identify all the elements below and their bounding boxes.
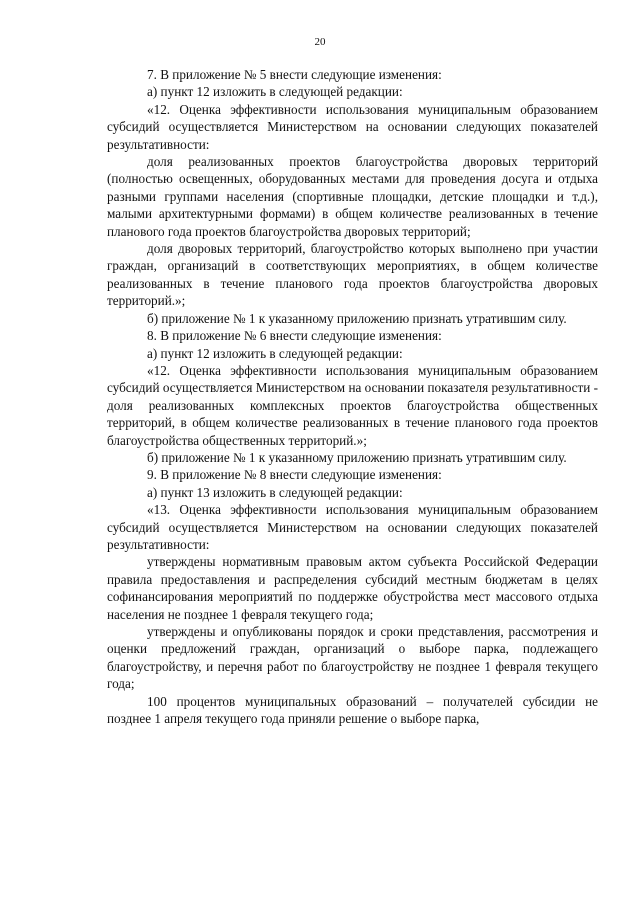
paragraph: доля дворовых территорий, благоустройство которых выполнено при участии граждан, организаций в соответствующих мероприятиях, в общем количестве реализованных в течение планового года проектов благоустройства дворовых территорий.»; — [107, 241, 598, 309]
paragraph: «12. Оценка эффективности использования муниципальным образованием субсидий осуществляется Министерством на основании показателя результативности - доля реализованных комплексных проектов благоустройства общественных территорий, в общем количестве реализованных в течение планового года проектов благоустройства общественных территорий.»; — [107, 362, 598, 448]
paragraph: 100 процентов муниципальных образований – получателей субсидии не позднее 1 апреля текущего года приняли решение о выборе парка, — [107, 693, 598, 727]
paragraph: 9. В приложение № 8 внести следующие изменения: — [147, 467, 442, 483]
paragraph: а) пункт 12 изложить в следующей редакции: — [147, 345, 403, 361]
paragraph: «13. Оценка эффективности использования муниципальным образованием субсидий осуществляется Министерством на основании следующих показателей результативности: — [107, 502, 598, 552]
page-number: 20 — [314, 36, 326, 48]
paragraph: а) пункт 13 изложить в следующей редакции: — [147, 484, 403, 500]
paragraph: утверждены нормативным правовым актом субъекта Российской Федерации правила предоставления и распределения субсидий местным бюджетам в целях софинансирования мероприятий по поддержке обустройства мест массового отдыха населения не позднее 1 февраля текущего года; — [107, 554, 598, 622]
paragraph: 7. В приложение № 5 внести следующие изменения: — [147, 67, 442, 82]
paragraph: утверждены и опубликованы порядок и сроки представления, рассмотрения и оценки предложений граждан, организаций о выборе парка, подлежащего благоустройству, и перечня работ по благоустройству не позднее 1 февраля текущего года; — [107, 624, 598, 692]
paragraph: а) пункт 12 изложить в следующей редакции: — [147, 84, 403, 100]
paragraph: б) приложение № 1 к указанному приложению признать утратившим силу. — [147, 449, 567, 465]
paragraph: доля реализованных проектов благоустройства дворовых территорий (полностью освещенных, оборудованных местами для проведения досуга и отдыха разными группами населения (спортивные площадки, детские площадки и т.д.), малыми архитектурными формами) в общем количестве реализованных в течение планового года проектов благоустройства дворовых территорий; — [107, 154, 598, 239]
document-body — [107, 66, 598, 727]
paragraph: 8. В приложение № 6 внести следующие изменения: — [147, 328, 442, 344]
paragraph: б) приложение № 1 к указанному приложению признать утратившим силу. — [147, 310, 567, 326]
paragraph: «12. Оценка эффективности использования муниципальным образованием субсидий осуществляется Министерством на основании следующих показателей результативности: — [107, 101, 598, 152]
